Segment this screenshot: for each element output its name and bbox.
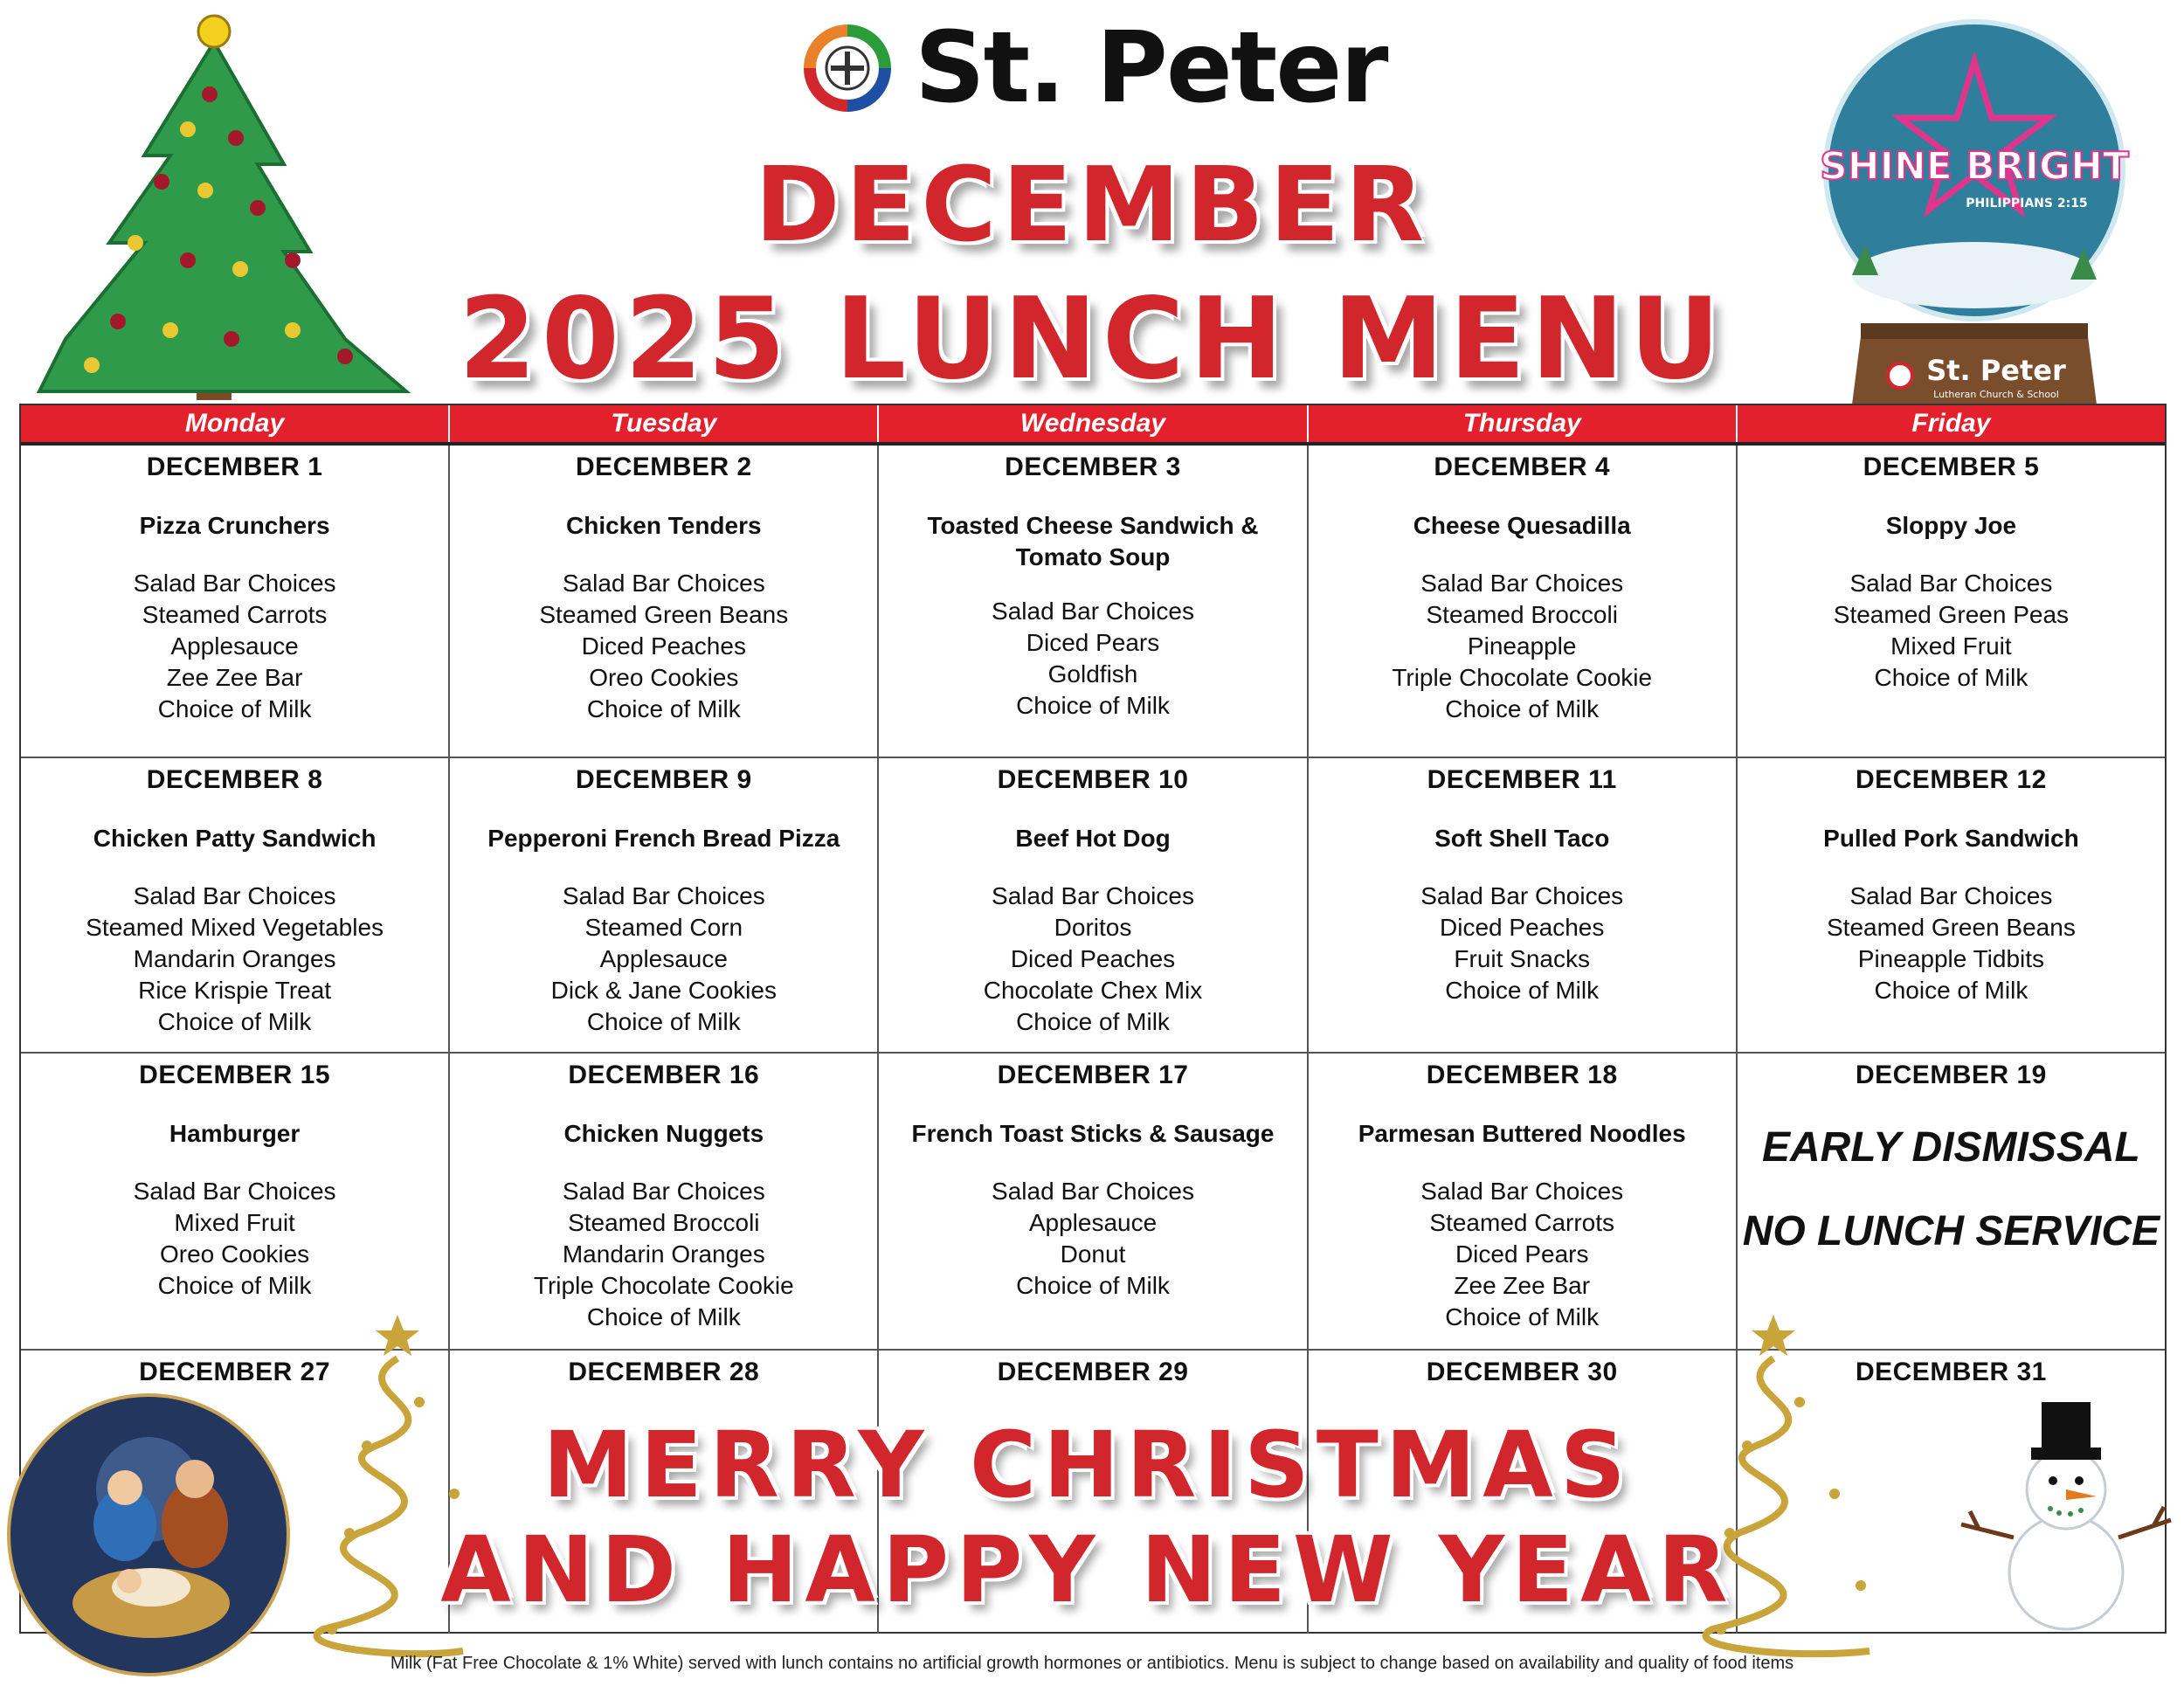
side-item: Pineapple — [1467, 632, 1577, 660]
side-item: Salad Bar Choices — [992, 1178, 1194, 1205]
entree: Pizza Crunchers — [139, 512, 330, 539]
day-cell — [879, 758, 1308, 1052]
side-item: Applesauce — [599, 945, 728, 972]
day-cell — [450, 1054, 879, 1349]
globe-base-name: St. Peter — [1926, 354, 2066, 387]
side-item: Steamed Green Beans — [1826, 914, 2076, 941]
day-date: DECEMBER 3 — [1005, 453, 1181, 481]
side-item: Steamed Carrots — [1429, 1209, 1615, 1236]
side-item: Salad Bar Choices — [1849, 882, 2053, 909]
side-item: Salad Bar Choices — [1420, 1178, 1624, 1205]
side-item: Oreo Cookies — [160, 1240, 310, 1268]
snowman-hat-icon — [2042, 1402, 2091, 1451]
day-date: DECEMBER 12 — [1855, 765, 2047, 794]
entree: French Toast Sticks & Sausage — [911, 1120, 1275, 1147]
entree: Cheese Quesadilla — [1413, 512, 1631, 539]
side-item: Triple Chocolate Cookie — [533, 1272, 794, 1299]
day-cell — [21, 446, 450, 757]
side-item: Diced Peaches — [1440, 914, 1605, 941]
globe-verse: PHILIPPIANS 2:15 — [1966, 197, 2088, 211]
side-item: Choice of Milk — [586, 695, 741, 722]
side-item: Choice of Milk — [157, 1008, 312, 1035]
side-item: Choice of Milk — [1874, 977, 2028, 1004]
day-cell — [21, 758, 450, 1052]
day-cell — [1738, 1054, 2165, 1349]
side-item: Diced Pears — [1026, 629, 1160, 656]
greeting-line-2: AND HAPPY NEW YEAR — [440, 1517, 1735, 1623]
side-item: Applesauce — [170, 632, 299, 660]
day-cell — [450, 758, 879, 1052]
week-row — [21, 1054, 2165, 1351]
side-item: Salad Bar Choices — [992, 882, 1194, 909]
side-item: Mixed Fruit — [174, 1209, 295, 1236]
weekday-header-row — [21, 405, 2165, 446]
weekday-header: Wednesday — [879, 405, 1308, 442]
day-cell — [1309, 758, 1738, 1052]
side-item: Choice of Milk — [157, 1272, 312, 1299]
day-cell — [1309, 446, 1738, 757]
side-item: Choice of Milk — [1874, 664, 2028, 691]
weekday-header: Thursday — [1309, 405, 1738, 442]
entree: Parmesan Buttered Noodles — [1358, 1120, 1686, 1147]
side-item: Steamed Mixed Vegetables — [86, 914, 384, 941]
weekday-header: Tuesday — [450, 405, 879, 442]
globe-base-rim — [1861, 323, 2088, 339]
entree: Pulled Pork Sandwich — [1823, 825, 2079, 852]
day-cell — [21, 1054, 450, 1349]
entree: Soft Shell Taco — [1434, 825, 1610, 852]
day-date: DECEMBER 8 — [146, 765, 323, 794]
notice-text: EARLY DISMISSAL — [1761, 1124, 2140, 1171]
side-item: Steamed Broccoli — [1426, 601, 1618, 628]
notice-text: NO LUNCH SERVICE — [1742, 1208, 2160, 1254]
side-item: Steamed Broccoli — [568, 1209, 760, 1236]
side-item: Donut — [1060, 1240, 1126, 1268]
entree: Chicken Patty Sandwich — [93, 825, 377, 852]
day-cell — [450, 446, 879, 757]
globe-base-sub: Lutheran Church & School — [1933, 389, 2059, 400]
side-item: Steamed Carrots — [142, 601, 328, 628]
side-item: Choice of Milk — [1016, 1272, 1170, 1299]
side-item: Salad Bar Choices — [1849, 570, 2053, 597]
side-item: Rice Krispie Treat — [138, 977, 332, 1004]
side-item: Zee Zee Bar — [166, 664, 303, 691]
title-menu: 2025 LUNCH MENU — [458, 274, 1726, 404]
day-date: DECEMBER 2 — [575, 453, 752, 481]
day-cell — [1738, 446, 2165, 757]
side-item: Salad Bar Choices — [1420, 882, 1624, 909]
side-item: Salad Bar Choices — [133, 570, 336, 597]
side-item: Applesauce — [1028, 1209, 1158, 1236]
side-item: Diced Pears — [1455, 1240, 1589, 1268]
side-item: Choice of Milk — [586, 1303, 741, 1330]
day-cell — [1738, 758, 2165, 1052]
snowman-illustration — [1952, 1393, 2184, 1634]
day-date: DECEMBER 1 — [146, 453, 323, 481]
globe-snow — [1852, 242, 2097, 308]
greeting-line-1: MERRY CHRISTMAS — [543, 1412, 1633, 1518]
entree: Pepperoni French Bread Pizza — [487, 825, 840, 852]
day-date: DECEMBER 17 — [997, 1061, 1189, 1089]
day-date: DECEMBER 28 — [568, 1358, 760, 1386]
day-date: DECEMBER 29 — [997, 1358, 1189, 1386]
side-item: Diced Peaches — [581, 632, 746, 660]
side-item: Pineapple Tidbits — [1857, 945, 2045, 972]
logo-name: St. Peter — [915, 11, 1387, 125]
side-item: Goldfish — [1047, 660, 1138, 688]
side-item: Salad Bar Choices — [133, 1178, 336, 1205]
footer-disclaimer: Milk (Fat Free Chocolate & 1% White) served with lunch contains no artificial growth hormones or antibiotics. Menu is subject to change based on availability and quality of food items — [390, 1654, 1794, 1673]
entree: Sloppy Joe — [1885, 512, 2017, 539]
globe-headline: SHINE BRIGHT — [1820, 144, 2129, 189]
day-date: DECEMBER 27 — [139, 1358, 331, 1386]
day-cell — [879, 446, 1308, 757]
side-item: Salad Bar Choices — [562, 882, 765, 909]
entree: Hamburger — [169, 1120, 301, 1147]
logo-mark-icon — [799, 20, 895, 116]
day-date: DECEMBER 30 — [1426, 1358, 1618, 1386]
day-date: DECEMBER 9 — [575, 765, 752, 794]
side-item: Salad Bar Choices — [133, 882, 336, 909]
weekday-header: Monday — [21, 405, 450, 442]
side-item: Triple Chocolate Cookie — [1392, 664, 1653, 691]
side-item: Mandarin Oranges — [562, 1240, 765, 1268]
side-item: Salad Bar Choices — [562, 570, 765, 597]
side-item: Steamed Green Beans — [539, 601, 789, 628]
entree: Chicken Tenders — [566, 512, 762, 539]
entree: Chicken Nuggets — [563, 1120, 764, 1147]
side-item: Choice of Milk — [1445, 695, 1600, 722]
tree-star-icon — [198, 16, 230, 47]
snow-globe-illustration — [1782, 13, 2167, 406]
side-item: Fruit Snacks — [1454, 945, 1591, 972]
title-month: DECEMBER — [754, 144, 1430, 265]
side-item: Choice of Milk — [1016, 1008, 1170, 1035]
side-item: Doritos — [1054, 914, 1132, 941]
side-item: Steamed Corn — [584, 914, 743, 941]
side-item: Choice of Milk — [1016, 692, 1170, 719]
nativity-illustration — [7, 1393, 291, 1677]
day-date: DECEMBER 15 — [139, 1061, 331, 1089]
day-cell — [879, 1054, 1308, 1349]
entree: Beef Hot Dog — [1015, 825, 1171, 852]
side-item: Dick & Jane Cookies — [550, 977, 777, 1004]
side-item: Choice of Milk — [157, 695, 312, 722]
side-item: Choice of Milk — [1445, 977, 1600, 1004]
side-item: Mixed Fruit — [1890, 632, 2012, 660]
side-item: Zee Zee Bar — [1454, 1272, 1591, 1299]
week-row — [21, 446, 2165, 758]
side-item: Choice of Milk — [586, 1008, 741, 1035]
day-date: DECEMBER 16 — [568, 1061, 760, 1089]
day-date: DECEMBER 31 — [1855, 1358, 2047, 1386]
side-item: Diced Peaches — [1010, 945, 1176, 972]
base-logo-icon — [1888, 363, 1912, 388]
day-date: DECEMBER 11 — [1427, 765, 1617, 794]
side-item: Salad Bar Choices — [1420, 570, 1624, 597]
side-item: Salad Bar Choices — [562, 1178, 765, 1205]
side-item: Salad Bar Choices — [992, 598, 1194, 625]
week-row — [21, 758, 2165, 1054]
side-item: Oreo Cookies — [589, 664, 739, 691]
side-item: Choice of Milk — [1445, 1303, 1600, 1330]
school-logo — [799, 11, 1411, 125]
weekday-header: Friday — [1911, 409, 1991, 438]
side-item: Chocolate Chex Mix — [983, 977, 1203, 1004]
day-date: DECEMBER 4 — [1434, 453, 1611, 481]
day-date: DECEMBER 18 — [1426, 1061, 1618, 1089]
day-cell — [1309, 1054, 1738, 1349]
side-item: Mandarin Oranges — [133, 945, 336, 972]
day-date: DECEMBER 5 — [1863, 453, 2040, 481]
day-date: DECEMBER 19 — [1855, 1061, 2047, 1089]
entree: Toasted Cheese Sandwich & Tomato Soup — [927, 512, 1259, 570]
day-date: DECEMBER 10 — [997, 765, 1189, 794]
side-item: Steamed Green Peas — [1833, 601, 2070, 628]
